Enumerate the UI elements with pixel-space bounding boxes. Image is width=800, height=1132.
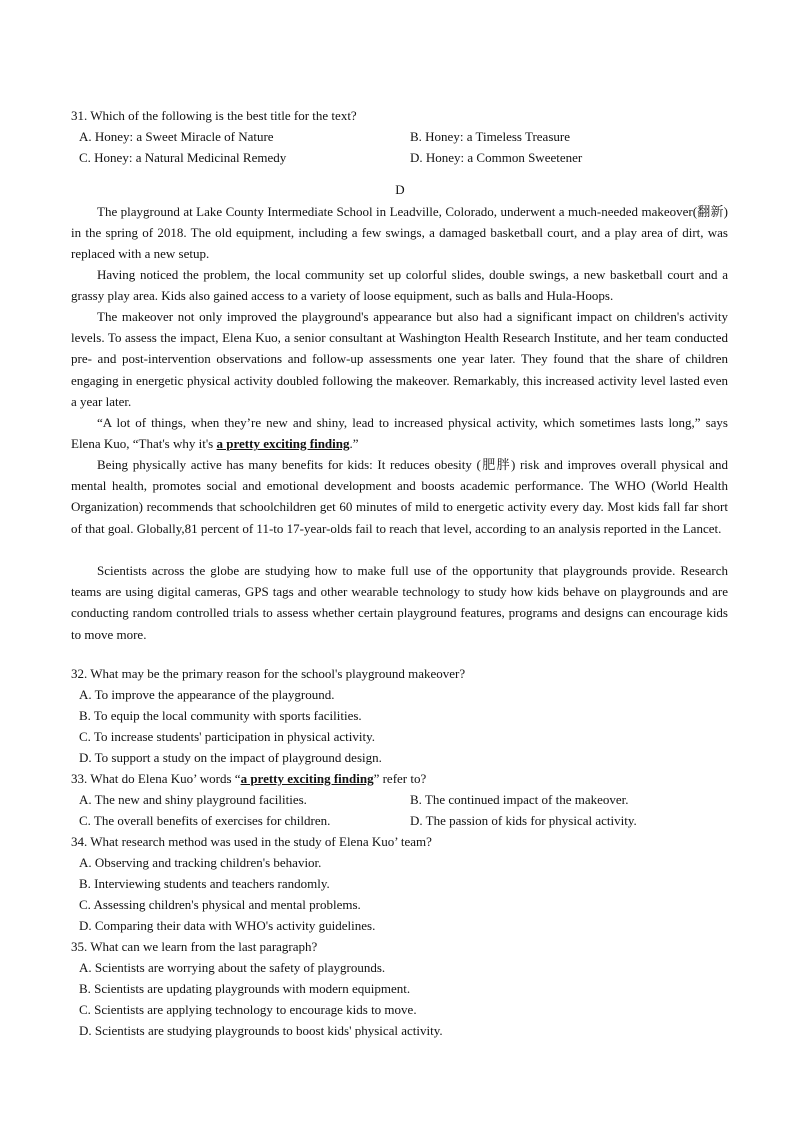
q33-option-b: B. The continued impact of the makeover. bbox=[410, 792, 629, 807]
q34-option-d: D. Comparing their data with WHO's activity guidelines. bbox=[79, 918, 376, 933]
q33-highlighted-phrase: a pretty exciting finding bbox=[240, 771, 374, 786]
q33-option-c: C. The overall benefits of exercises for children. bbox=[79, 813, 331, 828]
q35-stem: 35. What can we learn from the last paragraph? bbox=[71, 939, 318, 954]
q35-option-c: C. Scientists are applying technology to encourage kids to move. bbox=[79, 1002, 417, 1017]
passage-paragraph-3: The makeover not only improved the playground's appearance but also had a significant impact on children's activity levels. To assess the impact, Elena Kuo, a senior consultant at Washington Health Research Institute, and her team conducted pre- and post-intervention observations and follow-up assessments one year later. They found that the share of children engaging in energetic physical activity doubled following the makeover. Remarkably, this increased activity level lasted even a year later. bbox=[71, 309, 728, 409]
q33-stem bbox=[71, 771, 426, 787]
q32-option-c: C. To increase students' participation in physical activity. bbox=[79, 729, 376, 744]
q34-option-a: A. Observing and tracking children's behavior. bbox=[79, 855, 322, 870]
quote-end: .” bbox=[349, 436, 359, 452]
q33-stem-end: ” refer to? bbox=[373, 771, 427, 786]
q32-option-d: D. To support a study on the impact of playground design. bbox=[79, 750, 382, 765]
passage-paragraph-4 bbox=[71, 412, 728, 454]
passage-label: D bbox=[395, 182, 405, 197]
q34-option-c: C. Assessing children's physical and mental problems. bbox=[79, 897, 361, 912]
q31-option-d: D. Honey: a Common Sweetener bbox=[410, 150, 583, 165]
highlighted-phrase: a pretty exciting finding bbox=[216, 436, 350, 452]
quote-text: “A lot of things, when they’re new and shiny, lead to increased physical activity, which sometimes lasts long,” says Elena Kuo, “That's why it's bbox=[71, 415, 728, 452]
passage-paragraph-6: Scientists across the globe are studying how to make full use of the opportunity that playgrounds provide. Research teams are using digital cameras, GPS tags and other wearable technology to study how kids behave on playgrounds and are conducting random controlled trials to assess whether certain playground features, programs and designs can encourage kids to move more. bbox=[71, 563, 728, 642]
q32-stem: 32. What may be the primary reason for the school's playground makeover? bbox=[71, 666, 466, 681]
q31-option-c: C. Honey: a Natural Medicinal Remedy bbox=[79, 150, 287, 165]
q35-option-b: B. Scientists are updating playgrounds with modern equipment. bbox=[79, 981, 411, 996]
q31-option-b: B. Honey: a Timeless Treasure bbox=[410, 129, 570, 144]
q33-option-d: D. The passion of kids for physical activity. bbox=[410, 813, 637, 828]
q32-option-a: A. To improve the appearance of the playground. bbox=[79, 687, 335, 702]
q35-option-d: D. Scientists are studying playgrounds to boost kids' physical activity. bbox=[79, 1023, 443, 1038]
passage-paragraph-5: Being physically active has many benefits for kids: It reduces obesity (肥胖) risk and improves overall physical and mental health, promotes social and emotional development and boosts academic performance. The WHO (World Health Organization) recommends that schoolchildren get 60 minutes of mild to energetic activity every day. Most kids fall far short of that goal. Globally,81 percent of 11-to 17-year-olds fail to reach that level, according to an analysis reported in the Lancet. bbox=[71, 457, 728, 536]
q33-stem-start: 33. What do Elena Kuo’ words “ bbox=[71, 771, 241, 786]
passage-paragraph-1: The playground at Lake County Intermediate School in Leadville, Colorado, underwent a much-needed makeover(翻新) in the spring of 2018. The old equipment, including a few swings, a damaged basketball court, and a play area of dirt, was replaced with a new setup. bbox=[71, 204, 728, 262]
q32-option-b: B. To equip the local community with sports facilities. bbox=[79, 708, 362, 723]
passage-paragraph-2: Having noticed the problem, the local community set up colorful slides, double swings, a new basketball court and a grassy play area. Kids also gained access to a variety of loose equipment, such as balls and Hula-Hoops. bbox=[71, 267, 728, 304]
q31-stem: 31. Which of the following is the best title for the text? bbox=[71, 108, 357, 123]
q33-option-a: A. The new and shiny playground facilities. bbox=[79, 792, 307, 807]
q35-option-a: A. Scientists are worrying about the safety of playgrounds. bbox=[79, 960, 386, 975]
q34-stem: 34. What research method was used in the study of Elena Kuo’ team? bbox=[71, 834, 432, 849]
q31-option-a: A. Honey: a Sweet Miracle of Nature bbox=[79, 129, 274, 144]
q34-option-b: B. Interviewing students and teachers randomly. bbox=[79, 876, 330, 891]
